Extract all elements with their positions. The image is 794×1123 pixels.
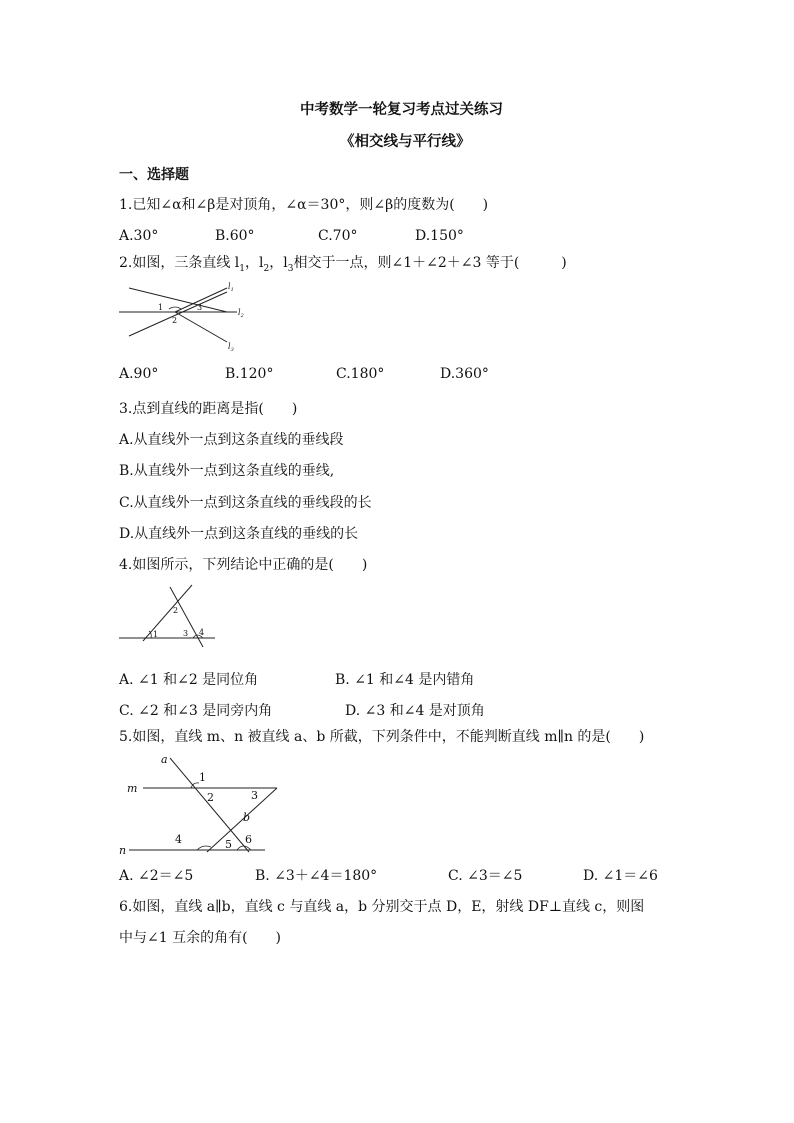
question-4-option-a: A. ∠1 和∠2 是同位角 xyxy=(119,672,259,688)
question-2-option-b: B.120° xyxy=(225,366,274,382)
question-1-option-c: C.70° xyxy=(318,228,358,244)
question-2-option-d: D.360° xyxy=(440,366,489,382)
question-3-stem: 3.点到直线的距离是指( ) xyxy=(119,401,298,417)
question-5-option-a: A. ∠2＝∠5 xyxy=(119,868,194,884)
section-heading: 一、选择题 xyxy=(119,167,189,183)
page-subtitle: 《相交线与平行线》 xyxy=(340,133,471,150)
question-5-option-d: D. ∠1＝∠6 xyxy=(583,868,658,884)
question-2-sub-2: 2 xyxy=(263,263,270,274)
line-b xyxy=(207,788,277,852)
line-l3-extension xyxy=(175,312,227,342)
question-6-stem-line-2: 中与∠1 互余的角有( ) xyxy=(119,930,282,946)
angle-label-1: 1 xyxy=(199,771,206,784)
question-1-stem: 1.已知∠α和∠β是对顶角，∠α＝30°，则∠β的度数为( ) xyxy=(119,197,489,213)
angle-label-5: 5 xyxy=(225,838,232,851)
question-1-option-b: B.60° xyxy=(215,228,255,244)
angle-label-1: 1 xyxy=(158,303,164,312)
question-2-sep-1: ，l xyxy=(245,255,264,271)
question-3-option-a: A.从直线外一点到这条直线的垂线段 xyxy=(119,432,344,448)
question-2-figure xyxy=(115,280,250,352)
question-2-sep-2: ，l xyxy=(269,255,288,271)
angle-label-2: 2 xyxy=(172,316,178,325)
question-4-option-d: D. ∠3 和∠4 是对顶角 xyxy=(345,703,485,719)
question-4-option-b: B. ∠1 和∠4 是内错角 xyxy=(335,672,475,688)
question-2-stem xyxy=(119,254,567,278)
question-3-option-b: B.从直线外一点到这条直线的垂线, xyxy=(119,463,335,479)
question-5-figure xyxy=(115,752,285,856)
angle-label-2: 2 xyxy=(173,606,179,615)
line-label-a: a xyxy=(161,753,168,766)
question-2-sub-1: 1 xyxy=(239,263,246,274)
question-5-option-b: B. ∠3＋∠4＝180° xyxy=(255,868,378,884)
question-2-stem-prefix: 2.如图，三条直线 l xyxy=(119,255,240,271)
angle-label-3: 3 xyxy=(251,789,258,802)
angle-label-2: 2 xyxy=(207,791,214,804)
angle-label-4: 4 xyxy=(175,833,182,846)
angle-label-6: 6 xyxy=(245,833,252,846)
question-4-option-c: C. ∠2 和∠3 是同旁内角 xyxy=(119,703,273,719)
question-1-option-a: A.30° xyxy=(119,228,159,244)
question-6-stem-line-1: 6.如图，直线 a∥b，直线 c 与直线 a，b 分别交于点 D，E，射线 DF⊥直线 c，则图 xyxy=(119,899,645,915)
question-2-sub-3: 3 xyxy=(287,263,294,274)
question-5-option-c: C. ∠3＝∠5 xyxy=(448,868,523,884)
question-3-option-c: C.从直线外一点到这条直线的垂线段的长 xyxy=(119,495,372,511)
question-1-option-d: D.150° xyxy=(415,228,464,244)
line-label-l3: $l_3$ xyxy=(228,342,234,353)
angle-label-1: 1 xyxy=(153,630,159,639)
question-5-stem: 5.如图，直线 m、n 被直线 a、b 所截，下列条件中，不能判断直线 m∥n 的是( ) xyxy=(119,729,645,745)
line-label-b: b xyxy=(243,811,251,824)
line-l1 xyxy=(129,288,227,312)
question-2-option-c: C.180° xyxy=(336,366,385,382)
angle-arc-4 xyxy=(197,846,211,850)
angle-label-3: 3 xyxy=(197,303,203,312)
line-label-n: n xyxy=(119,844,127,857)
line-label-l1: $l_1$ xyxy=(228,282,234,293)
angle-label-3: 3 xyxy=(183,629,189,638)
question-4-stem: 4.如图所示，下列结论中正确的是( ) xyxy=(119,557,368,573)
question-2-stem-suffix: 相交于一点，则∠1＋∠2＋∠3 等于( ) xyxy=(293,255,567,271)
page-title: 中考数学一轮复习考点过关练习 xyxy=(300,101,503,118)
line-label-m: m xyxy=(127,782,138,795)
angle-label-4: 4 xyxy=(199,628,205,637)
question-3-option-d: D.从直线外一点到这条直线的垂线的长 xyxy=(119,526,359,542)
line-label-l2: $l_2$ xyxy=(238,308,244,319)
question-4-figure xyxy=(115,583,225,658)
angle-arc xyxy=(169,307,181,309)
question-2-option-a: A.90° xyxy=(119,366,159,382)
